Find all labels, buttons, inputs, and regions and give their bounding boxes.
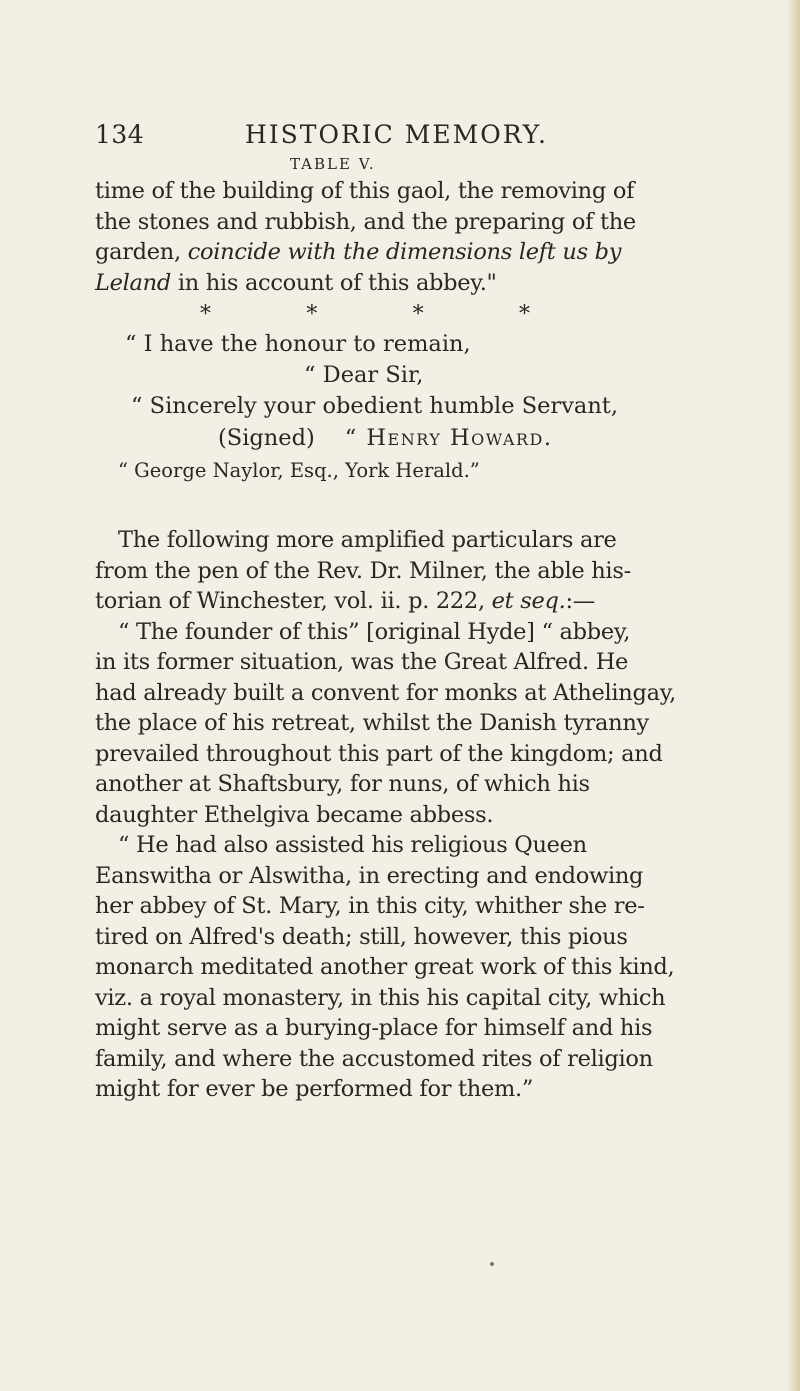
closing-salutation: “ Dear Sir,	[304, 362, 424, 388]
text-line: “ The founder of this” [original Hyde] “ abbey,	[118, 618, 631, 645]
star-glyph: *	[306, 302, 318, 327]
text-line: Eanswitha or Alswitha, in erecting and endowing	[95, 862, 644, 889]
text-line: another at Shaftsbury, for nuns, of which his	[95, 771, 590, 797]
star-glyph: *	[412, 302, 424, 327]
addressee: “ George Naylor, Esq., York Herald.”	[118, 459, 480, 482]
section-label: TABLE V.	[290, 155, 376, 173]
text-line: viz. a royal monastery, in this his capital city, which	[95, 984, 666, 1011]
text-line: family, and where the accustomed rites of religion	[95, 1045, 653, 1072]
text-line	[95, 586, 750, 617]
text-line	[95, 237, 750, 268]
signer-name: “ Henry Howard.	[344, 425, 553, 451]
signature-line	[218, 425, 552, 451]
text-line: monarch meditated another great work of this kind,	[95, 954, 675, 980]
text-run: garden,	[95, 239, 188, 265]
text-line: tired on Alfred's death; still, however, this pious	[95, 923, 628, 950]
text-run: torian of Winchester, vol. ii. p. 222,	[95, 588, 492, 614]
text-line: from the pen of the Rev. Dr. Milner, the able his-	[95, 557, 631, 584]
text-run: :—	[565, 588, 595, 614]
star-glyph: *	[518, 302, 530, 327]
text-line	[95, 268, 750, 299]
text-line: prevailed throughout this part of the kingdom; and	[95, 740, 663, 767]
text-line: the stones and rubbish, and the preparing of the	[95, 208, 636, 235]
paper-speck	[490, 1262, 494, 1266]
text-line: had already built a convent for monks at Athelingay,	[95, 679, 676, 706]
signed-label: (Signed)	[218, 425, 315, 451]
text-line: “ He had also assisted his religious Queen	[118, 832, 587, 858]
closing-remain: “ I have the honour to remain,	[125, 331, 471, 357]
text-line: daughter Ethelgiva became abbess.	[95, 801, 494, 828]
text-line: The following more amplified particulars are	[118, 527, 617, 553]
text-line: in its former situation, was the Great Alfred. He	[95, 649, 629, 675]
running-header	[95, 120, 720, 156]
section-break-stars	[200, 302, 530, 327]
text-run: in his account of this abbey."	[170, 269, 497, 296]
text-line: might for ever be performed for them.”	[95, 1076, 534, 1102]
italic-text: coincide with the dimensions left us by	[187, 239, 622, 265]
text-line: time of the building of this gaol, the removing of	[95, 178, 635, 204]
italic-text: Leland	[95, 269, 171, 296]
text-line: might serve as a burying-place for himself and his	[95, 1015, 653, 1041]
paragraph-1	[95, 176, 750, 298]
paragraph-2	[95, 525, 750, 1105]
italic-text: et seq.	[491, 588, 566, 614]
closing-sincerely: “ Sincerely your obedient humble Servant,	[131, 393, 619, 419]
page-number: 134	[95, 120, 145, 149]
page-edge	[786, 0, 800, 1391]
text-line: the place of his retreat, whilst the Danish tyranny	[95, 710, 649, 736]
running-title: HISTORIC MEMORY.	[245, 120, 548, 149]
star-glyph: *	[200, 302, 211, 327]
text-line: her abbey of St. Mary, in this city, whither she re-	[95, 893, 645, 919]
